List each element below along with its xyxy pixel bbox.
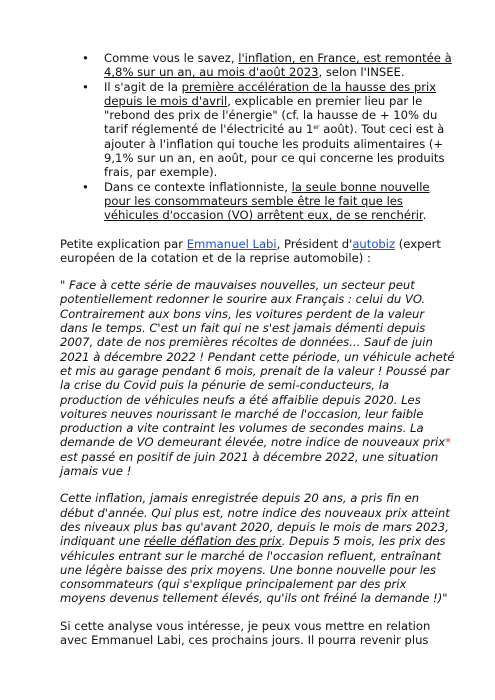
inflation-link[interactable]: l'inflation, en France, est remontée à 4,8% sur un an, au mois d'août 2023	[104, 51, 452, 80]
quote-text: Cette inflation, jamais enregistrée depuis 20 ans, a pris fin en début d'année. Qui plus est, notre indice des nouveaux prix atteint des niveaux plus bas qu'avant 2020, depuis le mois de mars 2023, indiquant une	[60, 491, 450, 549]
bullet-text: .	[422, 208, 427, 223]
deflation-link[interactable]: réelle déflation des prix	[144, 534, 282, 549]
bullet-list	[60, 51, 455, 223]
quote-paragraph-1	[60, 278, 455, 478]
quote-text: " Face à cette série de mauvaises nouvelles, un secteur peut potentiellement redonner le sourire aux Français : celui du VO. Contrairement aux bons vins, les voitures perdent de la valeur dans le temps. C'est un fait qui ne s'est jamais démenti depuis 2007, date de nos premières récoltes de données... Sauf de juin 2021 à décembre 2022 ! Pendant cette période, un véhicule acheté et mis au garage pendant 6 mois, prenait de la valeur ! Poussé par la crise du Covid puis la pénurie de semi-conducteurs, la production de véhicules neufs a été affaiblie depuis 2020. Les voitures neuves nourissant le marché de l'occasion, leur faible production a vite contraint les volumes de secondes mains. La demande de VO demeurant élevée, notre indice de nouveaux prix	[60, 278, 455, 450]
bullet-text: Comme vous le savez,	[104, 51, 239, 65]
outro-paragraph: Si cette analyse vous intéresse, je peux vous mettre en relation avec Emmanuel Labi, ces prochains jours. Il pourra revenir plus	[60, 618, 431, 647]
quote-paragraph-2	[60, 491, 455, 605]
bullet-item	[104, 80, 455, 180]
bullet-text: Il s'agit de la	[104, 79, 182, 94]
intro-text: Petite explication par	[60, 236, 187, 251]
autobiz-link[interactable]: autobiz	[352, 236, 396, 251]
asterisk-marker: *	[445, 435, 451, 450]
bullet-text: , selon l'INSEE.	[318, 65, 405, 80]
quote-text: est passé en positif de juin 2021 à décembre 2022, une situation jamais vue !	[60, 449, 439, 479]
intro-text: (expert européen de la cotation et de la reprise automobile) :	[60, 236, 441, 265]
bullet-text: août). Tout ceci est à ajouter à l'inflation qui touche les produits alimentaires (+ 9,1% sur un an, en août, pour ce qui concerne les produits frais, par exemple).	[104, 122, 445, 180]
emmanuel-labi-link[interactable]: Emmanuel Labi	[186, 236, 277, 251]
bullet-item	[104, 180, 455, 223]
bullet-text: Dans ce contexte inflationniste,	[104, 179, 292, 194]
quote-text: . Depuis 5 mois, les prix des véhicules entrant sur le marché de l'occasion refluent, entraînant une légère baisse des prix moyens. Une bonne nouvelle pour les consommateurs (qui s'explique principalement par des prix moyens devenus tellement élevés, qu'ils ont fréiné la demande !)"	[60, 534, 448, 606]
superscript: er	[313, 124, 320, 132]
acceleration-link[interactable]: première accélération de la hausse des prix depuis le mois d'avril	[104, 79, 437, 108]
intro-text: , Président d'	[276, 236, 353, 251]
bullet-item	[104, 51, 455, 80]
intro-paragraph	[60, 237, 455, 266]
bullet-text: , explicable en premier lieu par le "rebond des prix de l'énergie" (cf. la hausse de + 10% du tarif réglementé de l'électricité au 1	[104, 93, 438, 137]
good-news-link[interactable]: la seule bonne nouvelle pour les consommateurs semble être le fait que les véhicules d'occasion (VO) arrêtent eux, de se renchérir	[104, 179, 430, 223]
